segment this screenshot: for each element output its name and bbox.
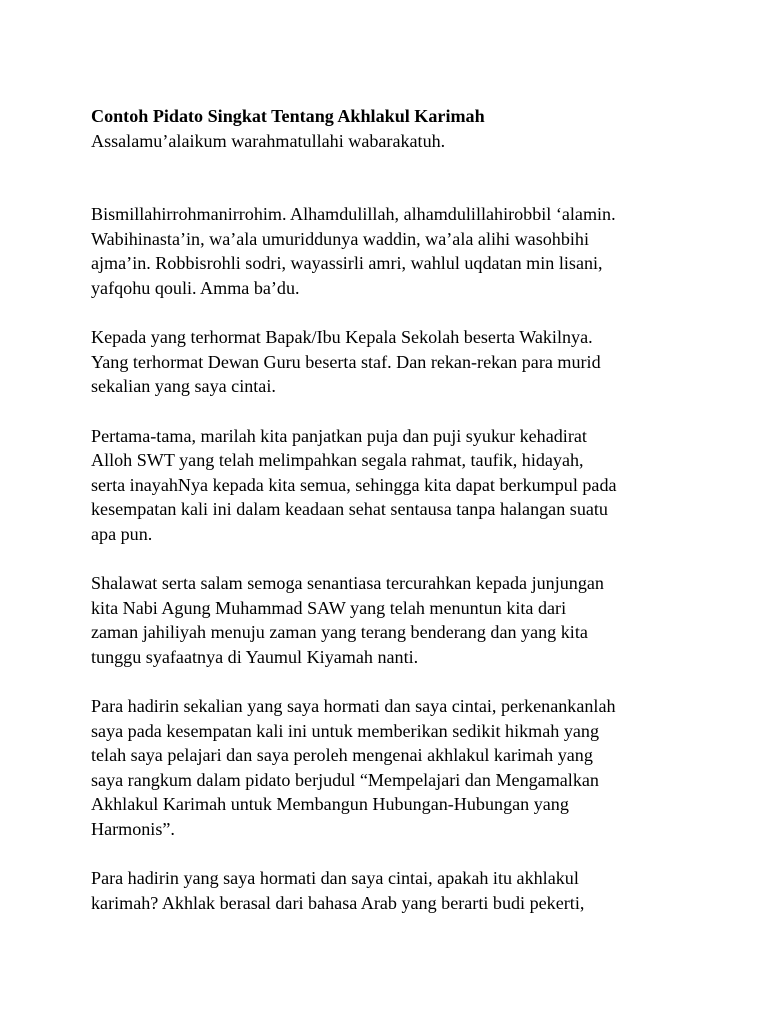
- spacer: [91, 669, 691, 694]
- paragraph-line: karimah? Akhlak berasal dari bahasa Arab yang berarti budi pekerti,: [91, 892, 585, 913]
- paragraph-line: telah saya pelajari dan saya peroleh mengenai akhlakul karimah yang: [91, 745, 593, 766]
- paragraph-line: serta inayahNya kepada kita semua, sehingga kita dapat berkumpul pada: [91, 474, 617, 495]
- paragraph-line: tunggu syafaatnya di Yaumul Kiyamah nanti.: [91, 646, 419, 667]
- paragraph-shalawat: [91, 571, 691, 669]
- paragraph-opening: [91, 202, 691, 300]
- paragraph-introduction: [91, 694, 691, 842]
- spacer: [91, 842, 691, 867]
- paragraph-line: Para hadirin sekalian yang saya hormati dan saya cintai, perkenankanlah: [91, 696, 616, 717]
- paragraph-line: saya pada kesempatan kali ini untuk memberikan sedikit hikmah yang: [91, 720, 599, 741]
- document-body: [91, 104, 691, 915]
- paragraph-line: Harmonis”.: [91, 819, 175, 840]
- paragraph-line: Kepada yang terhormat Bapak/Ibu Kepala Sekolah beserta Wakilnya.: [91, 327, 593, 348]
- paragraph-line: sekalian yang saya cintai.: [91, 376, 276, 397]
- greeting-line: Assalamu’alaikum warahmatullahi wabarakatuh.: [91, 130, 446, 151]
- paragraph-line: apa pun.: [91, 523, 153, 544]
- paragraph-line: Alloh SWT yang telah melimpahkan segala rahmat, taufik, hidayah,: [91, 450, 584, 471]
- paragraph-line: Pertama-tama, marilah kita panjatkan puja dan puji syukur kehadirat: [91, 425, 587, 446]
- paragraph-line: Para hadirin yang saya hormati dan saya cintai, apakah itu akhlakul: [91, 868, 579, 889]
- paragraph-line: kesempatan kali ini dalam keadaan sehat sentausa tanpa halangan suatu: [91, 499, 608, 520]
- paragraph-line: Wabihinasta’in, wa’ala umuriddunya waddin, wa’ala alihi wasohbihi: [91, 228, 589, 249]
- document-title: Contoh Pidato Singkat Tentang Akhlakul Karimah: [91, 106, 485, 126]
- paragraph-line: kita Nabi Agung Muhammad SAW yang telah menuntun kita dari: [91, 597, 567, 618]
- paragraph-salutation: [91, 325, 691, 399]
- paragraph-line: ajma’in. Robbisrohli sodri, wayassirli amri, wahlul uqdatan min lisani,: [91, 253, 603, 274]
- paragraph-line: Bismillahirrohmanirrohim. Alhamdulillah, alhamdulillahirobbil ‘alamin.: [91, 204, 616, 225]
- paragraph-gratitude: [91, 424, 691, 547]
- spacer: [91, 301, 691, 326]
- spacer: [91, 547, 691, 572]
- paragraph-line: yafqohu qouli. Amma ba’du.: [91, 277, 300, 298]
- spacer: [91, 153, 691, 202]
- paragraph-line: saya rangkum dalam pidato berjudul “Mempelajari dan Mengamalkan: [91, 769, 599, 790]
- paragraph-line: Akhlakul Karimah untuk Membangun Hubungan-Hubungan yang: [91, 794, 569, 815]
- spacer: [91, 399, 691, 424]
- paragraph-definition: [91, 866, 691, 915]
- paragraph-line: Yang terhormat Dewan Guru beserta staf. Dan rekan-rekan para murid: [91, 351, 601, 372]
- paragraph-line: zaman jahiliyah menuju zaman yang terang benderang dan yang kita: [91, 622, 588, 643]
- paragraph-line: Shalawat serta salam semoga senantiasa tercurahkan kepada junjungan: [91, 573, 604, 594]
